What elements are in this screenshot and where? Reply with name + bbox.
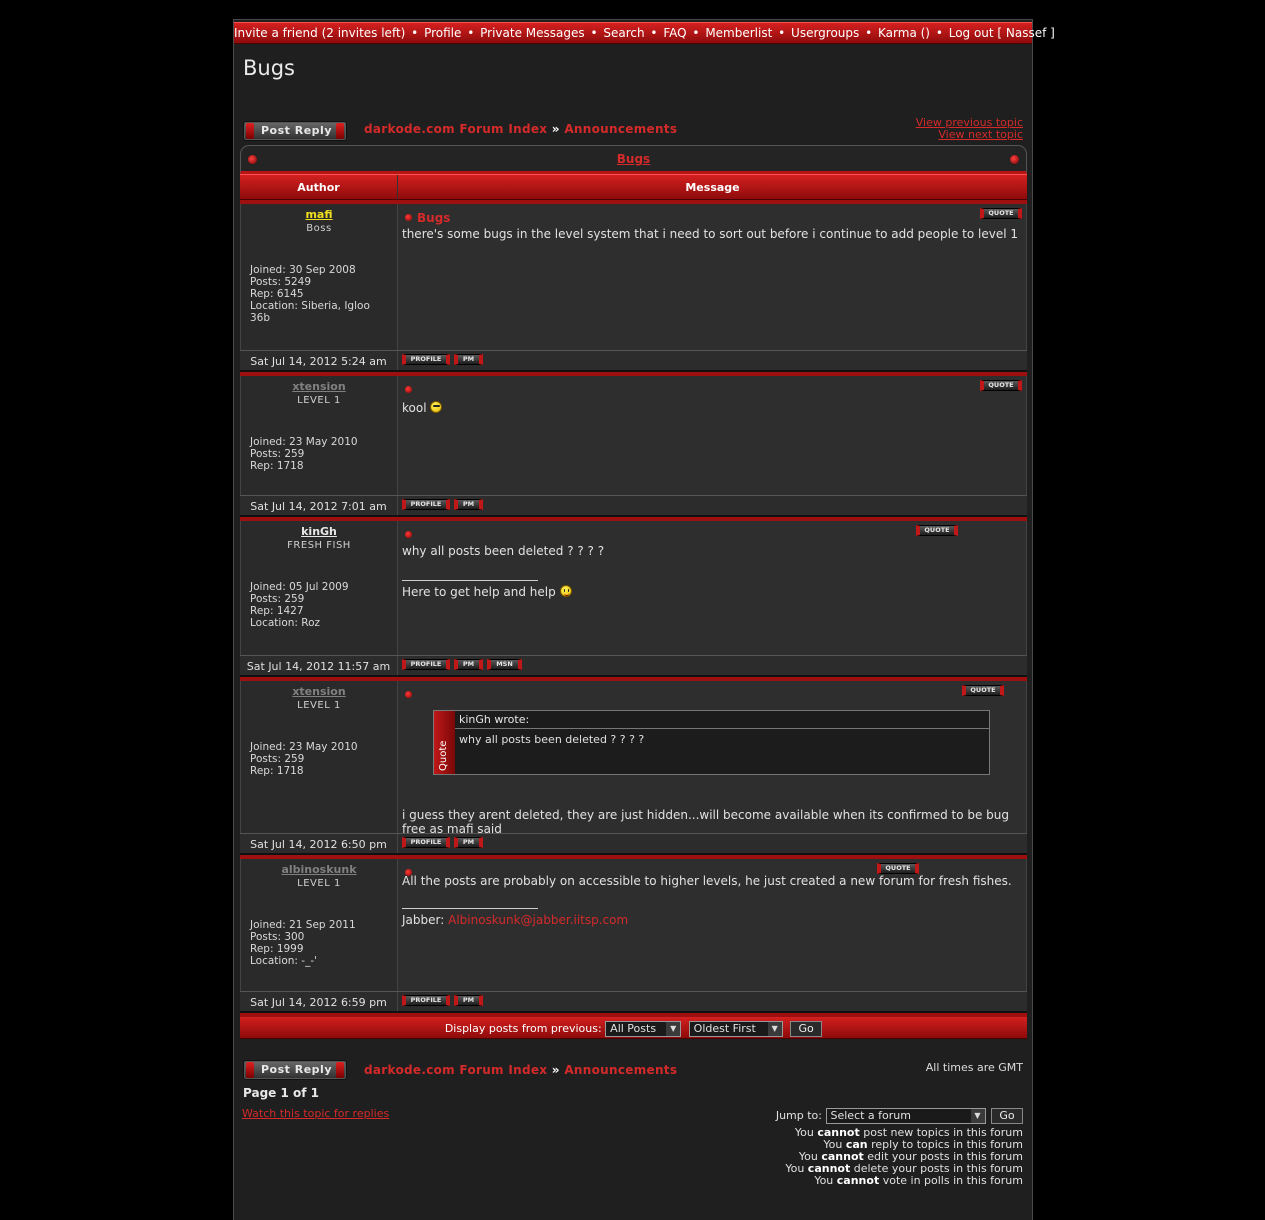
post-date: Sat Jul 14, 2012 6:50 pm — [240, 834, 398, 853]
nav-karma[interactable]: Karma () — [878, 26, 930, 40]
author-rep: Rep: 1718 — [250, 765, 304, 777]
author-joined: Joined: 21 Sep 2011 — [250, 919, 356, 931]
quote-button[interactable]: QUOTE — [980, 380, 1022, 391]
quote-button[interactable]: QUOTE — [916, 525, 958, 536]
pm-button[interactable]: PM — [454, 837, 483, 848]
header-dot-icon — [1009, 154, 1020, 165]
pm-button[interactable]: PM — [454, 354, 483, 365]
column-message: Message — [685, 181, 740, 194]
profile-button[interactable]: PROFILE — [402, 499, 450, 510]
breadcrumb — [364, 1063, 677, 1077]
profile-button[interactable]: PROFILE — [402, 354, 450, 365]
post-message — [398, 521, 1027, 655]
post — [240, 200, 1027, 372]
quote-sidebar — [434, 711, 455, 774]
nav-separator: • — [778, 26, 786, 40]
author-location: Location: Roz — [250, 617, 321, 629]
breadcrumb-separator: » — [551, 122, 560, 136]
quote-block — [433, 710, 990, 775]
author-joined: Joined: 05 Jul 2009 — [250, 581, 349, 593]
post-author — [240, 859, 398, 991]
permission-line: You can reply to topics in this forum — [823, 1138, 1023, 1151]
jump-select-value: Select a forum — [830, 1109, 911, 1122]
permission-line: You cannot edit your posts in this forum — [798, 1150, 1023, 1163]
nav-separator: • — [467, 26, 475, 40]
post-body: kool — [402, 401, 427, 415]
author-info — [250, 919, 388, 967]
signature-label: Jabber: — [402, 913, 445, 927]
post-footer — [240, 655, 1027, 677]
breadcrumb-forum-index[interactable]: darkode.com Forum Index — [364, 122, 548, 136]
post-date: Sat Jul 14, 2012 5:24 am — [240, 351, 398, 370]
cool-smiley-icon — [430, 401, 442, 413]
nav-profile[interactable]: Profile — [424, 26, 462, 40]
author-posts: Posts: 259 — [250, 448, 305, 460]
display-options-bar — [240, 1013, 1027, 1039]
permission-line: You cannot vote in polls in this forum — [814, 1174, 1023, 1187]
breadcrumb — [364, 122, 677, 136]
post-body: All the posts are probably on accessible to higher levels, he just created a new forum for fresh fishes. — [402, 874, 1012, 888]
nav-separator: • — [865, 26, 873, 40]
post-footer — [240, 833, 1027, 855]
watch-topic-link[interactable]: Watch this topic for replies — [242, 1107, 390, 1120]
column-author: Author — [240, 175, 398, 199]
post-body: there's some bugs in the level system that i need to sort out before i continue to add people to level 1 — [402, 227, 1018, 241]
author-info — [250, 581, 388, 629]
author-username[interactable]: xtension — [292, 380, 346, 393]
msn-button[interactable]: MSN — [487, 659, 522, 670]
author-rep: Rep: 1718 — [250, 460, 304, 472]
chevron-down-icon: ▼ — [971, 1109, 985, 1123]
post-message — [398, 204, 1027, 350]
post-footer — [240, 991, 1027, 1013]
author-posts: Posts: 300 — [250, 931, 305, 943]
author-rep: Rep: 6145 — [250, 288, 304, 300]
post-author — [240, 521, 398, 655]
pagination-info: Page 1 of 1 — [243, 1086, 319, 1100]
post-date: Sat Jul 14, 2012 6:59 pm — [240, 992, 398, 1011]
nav-memberlist[interactable]: Memberlist — [705, 26, 773, 40]
permission-line: You cannot post new topics in this forum — [794, 1126, 1023, 1139]
display-go-button[interactable]: Go — [790, 1021, 822, 1037]
post-author — [240, 681, 398, 833]
post-date: Sat Jul 14, 2012 7:01 am — [240, 496, 398, 515]
profile-button[interactable]: PROFILE — [402, 659, 450, 670]
post — [240, 517, 1027, 677]
view-next-topic-link[interactable]: View next topic — [938, 128, 1023, 141]
nav-usergroups[interactable]: Usergroups — [791, 26, 860, 40]
author-username[interactable]: xtension — [292, 685, 346, 698]
display-posts-label: Display posts from previous: — [444, 1022, 602, 1035]
post-author — [240, 204, 398, 350]
post-body: i guess they arent deleted, they are just hidden...will become available when its confirmed to be bug free as mafi said — [402, 808, 1010, 836]
nav-invite[interactable]: Invite a friend (2 invites left) — [234, 26, 406, 40]
author-joined: Joined: 30 Sep 2008 — [250, 264, 356, 276]
author-username[interactable]: albinoskunk — [281, 863, 357, 876]
nav-separator: • — [935, 26, 943, 40]
post-message — [398, 681, 1027, 836]
post-icon — [405, 214, 412, 221]
topic-table-header — [240, 145, 1027, 174]
chevron-down-icon: ▼ — [768, 1022, 782, 1036]
author-posts: Posts: 259 — [250, 753, 305, 765]
post-icon — [405, 691, 412, 698]
quote-button[interactable]: QUOTE — [980, 208, 1022, 219]
topic-table — [240, 145, 1027, 1039]
post — [240, 677, 1027, 855]
nav-faq[interactable]: FAQ — [663, 26, 687, 40]
author-username[interactable]: kinGh — [301, 525, 337, 538]
post-footer — [240, 495, 1027, 517]
post-icon — [405, 531, 412, 538]
post-footer — [240, 350, 1027, 372]
author-info — [250, 264, 388, 324]
smile-icon — [560, 585, 572, 597]
quote-button[interactable]: QUOTE — [962, 685, 1004, 696]
posts-range-select[interactable] — [605, 1021, 681, 1037]
author-info — [250, 436, 388, 472]
nav-search[interactable]: Search — [603, 26, 645, 40]
author-rank: Boss — [306, 223, 332, 234]
timezone-note: All times are GMT — [925, 1061, 1023, 1074]
nav-separator: • — [650, 26, 658, 40]
breadcrumb-forum-index[interactable]: darkode.com Forum Index — [364, 1063, 548, 1077]
author-info — [250, 741, 388, 777]
forum-permissions — [785, 1127, 1023, 1187]
quote-side-label: Quote — [438, 740, 449, 771]
post — [240, 855, 1027, 1013]
post-reply-button[interactable]: Post Reply — [243, 1060, 347, 1080]
post-body: why all posts been deleted ? ? ? ? — [402, 544, 605, 558]
jabber-link[interactable]: Albinoskunk@jabber.iitsp.com — [448, 913, 629, 927]
author-joined: Joined: 23 May 2010 — [250, 741, 358, 753]
author-rank: LEVEL 1 — [297, 700, 341, 711]
permission-line: You cannot delete your posts in this forum — [785, 1162, 1023, 1175]
post-icon — [405, 386, 412, 393]
view-previous-topic-link[interactable]: View previous topic — [915, 116, 1023, 129]
pm-button[interactable]: PM — [454, 499, 483, 510]
author-joined: Joined: 23 May 2010 — [250, 436, 358, 448]
header-dot-icon — [247, 154, 258, 165]
quote-button[interactable]: QUOTE — [877, 863, 919, 874]
signature-divider — [402, 580, 538, 581]
nav-separator: • — [590, 26, 598, 40]
quote-text: why all posts been deleted ? ? ? ? — [459, 733, 645, 746]
author-rank: FRESH FISH — [287, 540, 351, 551]
breadcrumb-announcements[interactable]: Announcements — [564, 1063, 678, 1077]
author-rank: LEVEL 1 — [297, 878, 341, 889]
top-navigation — [234, 22, 1055, 44]
breadcrumb-announcements[interactable]: Announcements — [564, 122, 678, 136]
breadcrumb-separator: » — [551, 1063, 560, 1077]
post — [240, 372, 1027, 517]
nav-separator: • — [411, 26, 419, 40]
author-username[interactable]: mafi — [305, 208, 333, 221]
author-location: Location: Siberia, Igloo 36b — [250, 300, 370, 324]
nav-logout[interactable]: Log out [ Nassef ] — [948, 26, 1055, 40]
profile-button[interactable]: PROFILE — [402, 995, 450, 1006]
author-rep: Rep: 1427 — [250, 605, 304, 617]
post-author — [240, 376, 398, 495]
page-title: Bugs — [243, 56, 295, 80]
jump-go-button[interactable]: Go — [991, 1108, 1023, 1124]
quote-author: kinGh wrote: — [455, 711, 989, 729]
post-reply-button[interactable]: Post Reply — [243, 121, 347, 141]
post-signature: Here to get help and help — [402, 585, 556, 599]
author-posts: Posts: 5249 — [250, 276, 312, 288]
post-date: Sat Jul 14, 2012 11:57 am — [240, 656, 398, 675]
nav-private-messages[interactable]: Private Messages — [480, 26, 585, 40]
post-message — [398, 376, 1027, 495]
sort-order-select[interactable] — [689, 1021, 783, 1037]
author-rank: LEVEL 1 — [297, 395, 341, 406]
author-posts: Posts: 259 — [250, 593, 305, 605]
post-subject: Bugs — [417, 211, 451, 225]
topic-navigation — [916, 117, 1023, 141]
signature-divider — [402, 908, 538, 909]
column-headers — [240, 174, 1027, 200]
pm-button[interactable]: PM — [454, 659, 483, 670]
page-wrapper — [233, 19, 1055, 1220]
jump-to-forum — [776, 1108, 1023, 1124]
nav-separator: • — [692, 26, 700, 40]
author-rep: Rep: 1999 — [250, 943, 304, 955]
chevron-down-icon: ▼ — [666, 1022, 680, 1036]
topic-title-link[interactable]: Bugs — [616, 152, 651, 166]
posts-range-value: All Posts — [610, 1022, 657, 1035]
author-location: Location: -_-' — [250, 955, 317, 967]
pm-button[interactable]: PM — [454, 995, 483, 1006]
profile-button[interactable]: PROFILE — [402, 837, 450, 848]
post-message — [398, 859, 1027, 991]
jump-forum-select[interactable] — [826, 1108, 986, 1124]
sort-order-value: Oldest First — [693, 1022, 756, 1035]
jump-label: Jump to: — [775, 1109, 822, 1122]
